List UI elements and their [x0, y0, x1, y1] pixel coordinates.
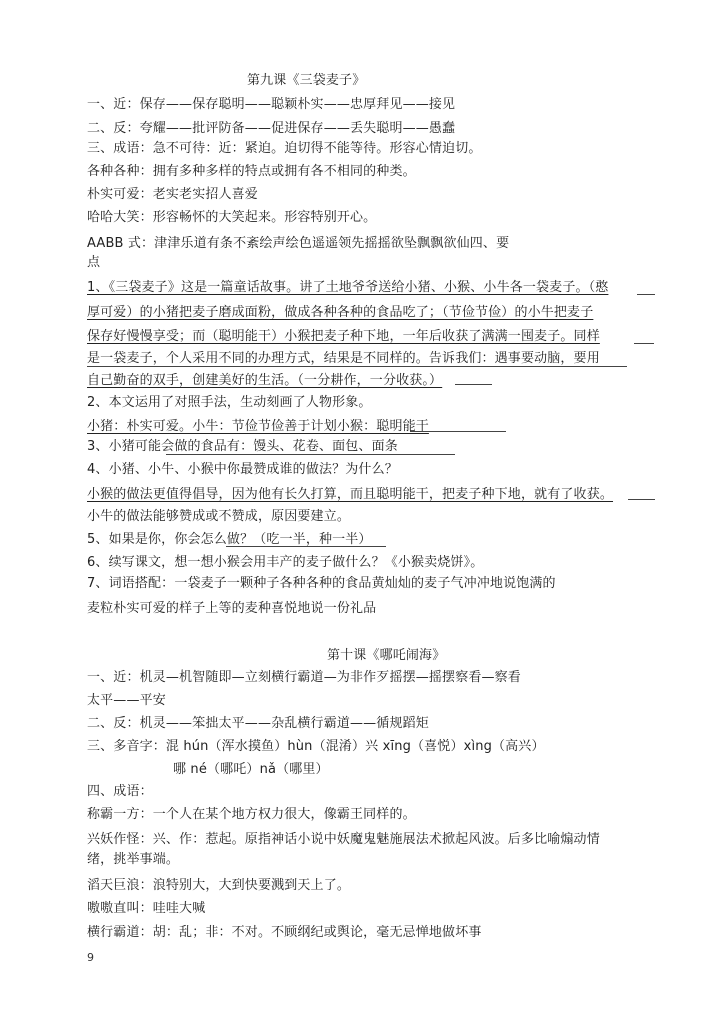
lesson9-point7: 7、词语搭配：一袋麦子一颗种子各种各种的食品黄灿灿的麦子气冲冲地说饱满的	[87, 576, 556, 591]
underline-extension	[637, 294, 655, 295]
lesson9-point4-note: 小牛的做法能够赞成或不赞成，原因要建立。	[87, 509, 351, 524]
lesson9-point2: 2、本文运用了对照手法，生动刻画了人物形象。	[87, 395, 372, 410]
lesson9-point5: 5、如果是你，你会怎么做？（吃一半，种一半）	[87, 532, 372, 547]
underline-rule	[87, 366, 627, 367]
lesson10-synonyms-cont: 太平——平安	[87, 693, 166, 708]
lesson9-idiom-4: 哈哈大笑：形容畅怀的大笑起来。形容特别开心。	[87, 210, 377, 225]
lesson9-point4-answer: 小猴的做法更值得倡导，因为他有长久打算，而且聪明能干，把麦子种下地，就有了收获。	[87, 487, 614, 502]
page-number: 9	[87, 951, 94, 964]
underline-extension	[455, 384, 492, 385]
lesson9-aabb: AABB 式：津津乐道有条不紊绘声绘色遥遥领先摇摇欲坠飘飘欲仙四、要	[87, 236, 510, 251]
lesson9-point1-line1: 1、《三袋麦子》这是一篇童话故事。讲了土地爷爷送给小猪、小猴、小牛各一袋麦子。（憨	[87, 280, 609, 295]
underline-rule	[226, 546, 386, 547]
underline-extension	[634, 343, 654, 344]
lesson10-synonyms: 一、近：机灵—机智随即—立刻横行霸道—为非作歹摇摆—摇摆察看—察看	[87, 670, 521, 685]
lesson9-point3: 3、小猪可能会做的食品有：馒头、花卷、面包、面条	[87, 439, 398, 454]
lesson9-point1-line2: 厚可爱）的小猪把麦子磨成面粉，做成各种各种的食品吃了；（节俭节俭）的小牛把麦子	[87, 305, 594, 320]
lesson9-point2-characters: 小猪：朴实可爱。小牛：节俭节俭善于计划小猴：聪明能干	[87, 419, 429, 434]
lesson9-title: 第九课《三袋麦子》	[247, 73, 366, 88]
lesson9-point7-cont: 麦粒朴实可爱的样子上等的麦种喜悦地说一份礼品	[87, 601, 377, 616]
lesson9-point4: 4、小猪、小牛、小猴中你最赞成谁的做法？为什么？	[87, 462, 398, 477]
underline-extension	[410, 431, 506, 432]
lesson10-idiom-3: 滔天巨浪：浪特别大，大到快要溅到天上了。	[87, 878, 351, 893]
lesson10-idioms-heading: 四、成语：	[87, 784, 153, 799]
lesson10-polyphones-cont: 哪 né（哪吒）nǎ（哪里）	[173, 762, 329, 777]
lesson9-point6: 6、续写课文，想一想小猴会用丰产的麦子做什么？《小猴卖烧饼》。	[87, 555, 484, 570]
lesson10-idiom-1: 称霸一方：一个人在某个地方权力很大，像霸王同样的。	[87, 807, 416, 822]
lesson10-idiom-2: 兴妖作怪：兴、作：惹起。原指神话小说中妖魔鬼魅施展法术掀起风波。后多比喻煽动情	[87, 832, 600, 847]
underline-rule	[166, 454, 455, 455]
lesson9-idiom-1: 三、成语：急不可待：近：紧迫。迫切得不能等待。形容心情迫切。	[87, 141, 482, 156]
lesson10-idiom-4: 嗷嗷直叫：哇哇大喊	[87, 901, 206, 916]
lesson9-point1-line5: 自己勤奋的双手，创建美好的生活。（一分耕作，一分收获。）	[87, 373, 443, 388]
lesson9-points-heading: 点	[87, 255, 101, 270]
lesson9-point1-line3: 保存好慢慢享受；而（聪明能干）小猴把麦子种下地，一年后收获了满满一囤麦子。同样	[87, 329, 600, 344]
lesson9-idiom-2: 各种各种：拥有多种多样的特点或拥有各不相同的种类。	[87, 164, 416, 179]
lesson10-antonyms: 二、反：机灵——笨拙太平——杂乱横行霸道——循规蹈矩	[87, 716, 429, 731]
lesson10-idiom-2-cont: 绪，挑举事端。	[87, 852, 180, 867]
underline-extension	[628, 499, 655, 500]
lesson10-polyphones: 三、多音字：混 hún（浑水摸鱼）hùn（混淆）兴 xīng（喜悦）xìng（高兴）	[87, 739, 545, 754]
lesson10-title: 第十课《哪吒闹海》	[327, 648, 446, 663]
lesson10-idiom-5: 横行霸道：胡：乱；非：不对。不顾纲纪或舆论，毫无忌惮地做坏事	[87, 925, 482, 940]
lesson9-antonyms: 二、反：夸耀——批评防备——促进保存——丢失聪明——愚蠢	[87, 121, 456, 136]
lesson9-idiom-3: 朴实可爱：老实老实招人喜爱	[87, 187, 258, 202]
lesson9-point1-line4: 是一袋麦子，个人采用不同的办理方式，结果是不同样的。告诉我们：遇事要动脑，要用	[87, 351, 600, 366]
lesson9-synonyms: 一、近：保存——保存聪明——聪颖朴实——忠厚拜见——接见	[87, 97, 456, 112]
